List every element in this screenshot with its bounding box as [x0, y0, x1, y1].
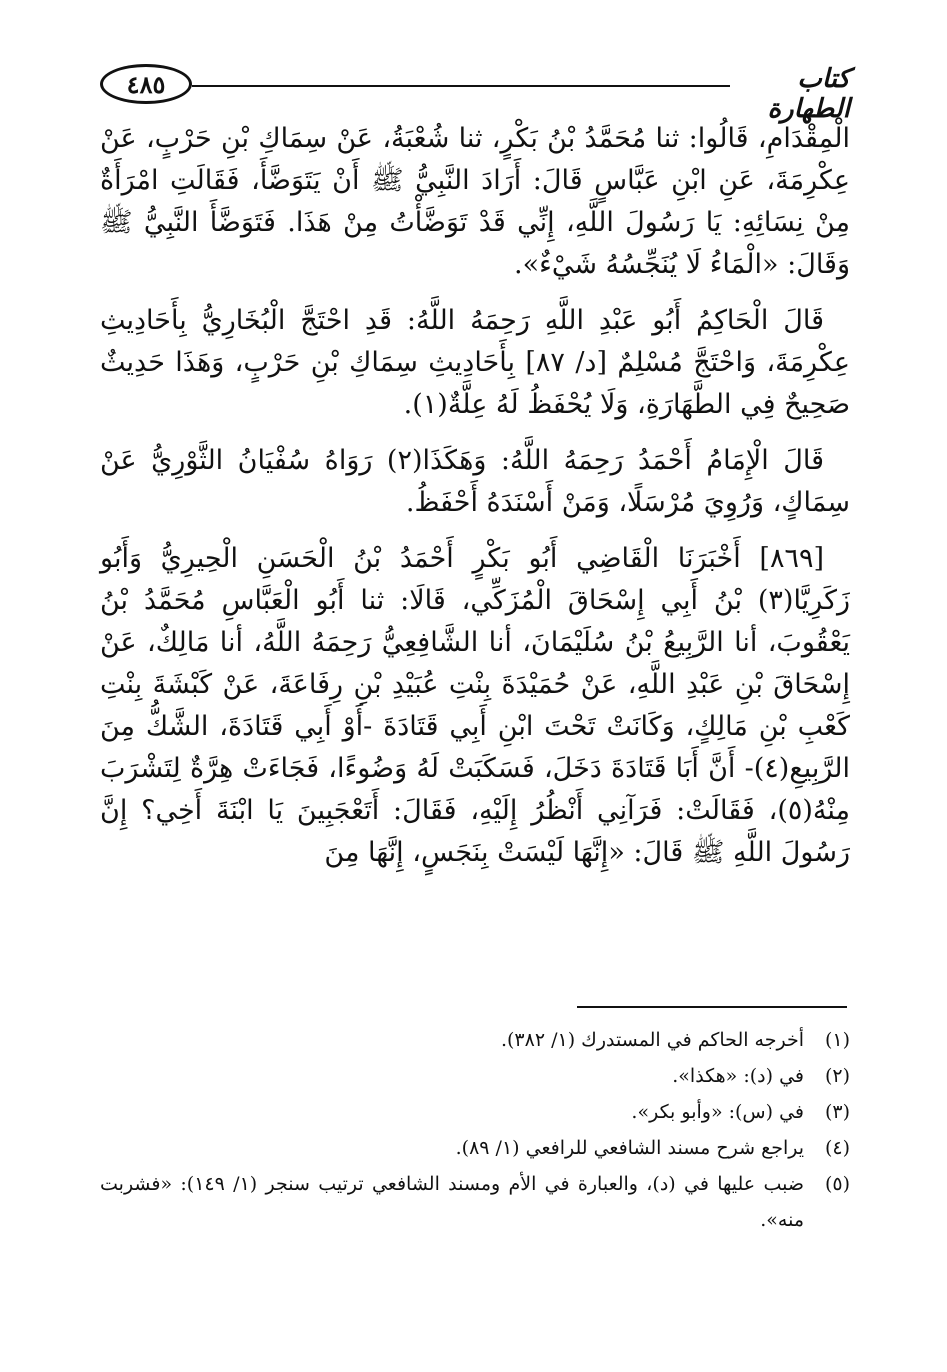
- header-rule: [192, 85, 730, 87]
- paragraph-1: الْمِقْدَامِ، قَالُوا: ثنا مُحَمَّدُ بْنُ بَكْرٍ، ثنا شُعْبَةُ، عَنْ سِمَاكِ بْنِ حَرْبٍ، عَنْ عِكْرِمَةَ، عَنِ ابْنِ عَبَّاسٍ قَالَ: أَرَادَ النَّبِيُّ ﷺ أَنْ يَتَوَضَّأَ، فَقَالَتِ امْرَأَةٌ مِنْ نِسَائِهِ: يَا رَسُولَ اللَّهِ، إِنِّي قَدْ تَوَضَّأْتُ مِنْ هَذَا. فَتَوَضَّأَ النَّبِيُّ ﷺ وَقَالَ: «الْمَاءُ لَا يُنَجِّسُهُ شَيْءٌ».: [100, 123, 850, 280]
- footnote-number: (٣): [824, 1101, 850, 1123]
- footnote-text: في (س): «وأبو بكر».: [631, 1101, 804, 1123]
- footnote-text: يراجع شرح مسند الشافعي للرافعي (١/ ٨٩).: [455, 1137, 804, 1159]
- footnote-number: (٤): [824, 1137, 850, 1159]
- footnote-number: (٢): [824, 1065, 850, 1087]
- footnote-number: (١): [824, 1029, 850, 1051]
- page-number: ٤٨٥: [100, 64, 192, 104]
- paragraph-4: [٨٦٩] أَخْبَرَنَا الْقَاضِي أَبُو بَكْرٍ أَحْمَدُ بْنُ الْحَسَنِ الْحِيرِيُّ وَأَبُو زَكَرِيَّا(٣) بْنُ أَبِي إِسْحَاقَ الْمُزَكِّي، قَالَا: ثنا أَبُو الْعَبَّاسِ مُحَمَّدُ بْنُ يَعْقُوبَ، أنا الرَّبِيعُ بْنُ سُلَيْمَانَ، أنا الشَّافِعِيُّ رَحِمَهُ اللَّهُ، أنا مَالِكٌ، عَنْ إِسْحَاقَ بْنِ عَبْدِ اللَّهِ، عَنْ حُمَيْدَةَ بِنْتِ عُبَيْدِ بْنِ رِفَاعَةَ، عَنْ كَبْشَةَ بِنْتِ كَعْبِ بْنِ مَالِكٍ، وَكَانَتْ تَحْتَ ابْنِ أَبِي قَتَادَةَ -أَوْ أَبِي قَتَادَةَ، الشَّكُّ مِنَ الرَّبِيعِ(٤)- أَنَّ أَبَا قَتَادَةَ دَخَلَ، فَسَكَبَتْ لَهُ وَضُوءًا، فَجَاءَتْ هِرَّةٌ لِتَشْرَبَ مِنْهُ(٥)، فَقَالَتْ: فَرَآنِي أَنْظُرُ إِلَيْهِ، فَقَالَ: أَتَعْجَبِينَ يَا ابْنَةَ أَخِي؟ إِنَّ رَسُولَ اللَّهِ ﷺ قَالَ: «إِنَّهَا لَيْسَتْ بِنَجَسٍ، إِنَّهَا مِنَ: [100, 543, 850, 868]
- footnote-4: [100, 1130, 850, 1166]
- footnotes: [100, 1022, 850, 1238]
- footnote-text: في (د): «هكذا».: [672, 1065, 804, 1087]
- footnote-3: [100, 1094, 850, 1130]
- footnote-text: أخرجه الحاكم في المستدرك (١/ ٣٨٢).: [500, 1029, 804, 1051]
- footnote-1: [100, 1022, 850, 1058]
- footnote-number: (٥): [824, 1173, 850, 1195]
- page-header: [100, 64, 850, 124]
- main-text: [100, 118, 850, 888]
- paragraph-3: قَالَ الْإِمَامُ أَحْمَدُ رَحِمَهُ اللَّهُ: وَهَكَذَا(٢) رَوَاهُ سُفْيَانُ الثَّوْرِيُّ عَنْ سِمَاكٍ، وَرُوِيَ مُرْسَلًا، وَمَنْ أَسْنَدَهُ أَحْفَظُ.: [100, 445, 850, 518]
- book-title: كتاب الطهارة: [767, 64, 850, 124]
- footnote-separator: [577, 1006, 847, 1008]
- footnote-2: [100, 1058, 850, 1094]
- footnote-text: ضبب عليها في (د)، والعبارة في الأم ومسند الشافعي ترتيب سنجر (١/ ١٤٩): «فشربت منه».: [100, 1173, 804, 1231]
- paragraph-2: قَالَ الْحَاكِمُ أَبُو عَبْدِ اللَّهِ رَحِمَهُ اللَّهُ: قَدِ احْتَجَّ الْبُخَارِيُّ بِأَحَادِيثِ عِكْرِمَةَ، وَاحْتَجَّ مُسْلِمٌ [د/ ٨٧] بِأَحَادِيثِ سِمَاكِ بْنِ حَرْبٍ، وَهَذَا حَدِيثٌ صَحِيحٌ فِي الطَّهَارَةِ، وَلَا يُحْفَظُ لَهُ عِلَّةٌ(١).: [100, 305, 850, 420]
- footnote-5: [100, 1166, 850, 1238]
